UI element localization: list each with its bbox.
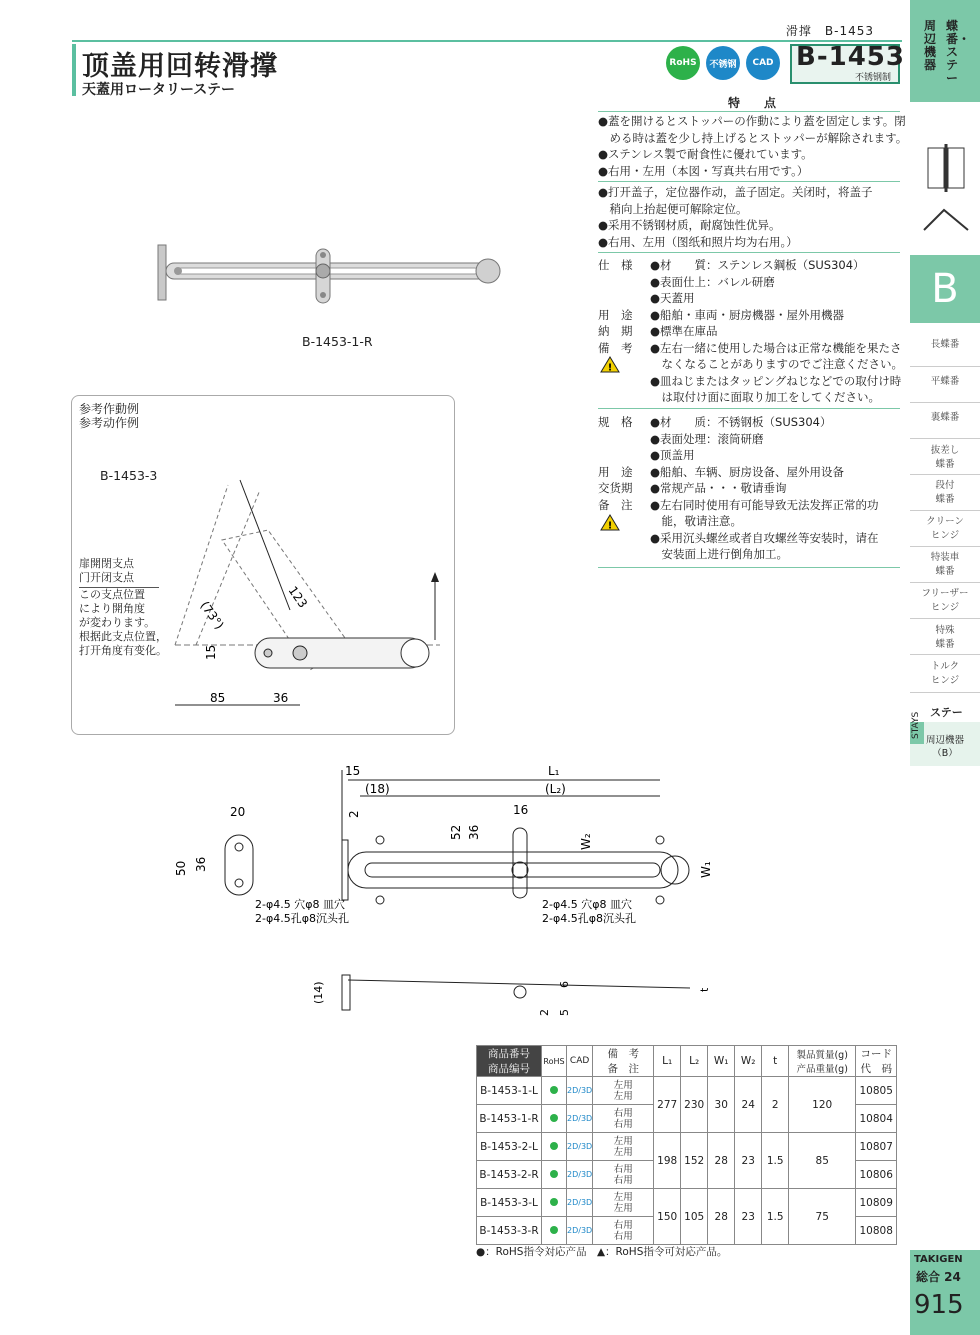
divider xyxy=(598,252,900,253)
cell-note: 右用 右用 xyxy=(593,1105,654,1133)
note-cn: 根据此支点位置， xyxy=(79,630,167,643)
cell-W1: 28 xyxy=(708,1133,735,1189)
col-t: t xyxy=(762,1046,789,1077)
features-jp xyxy=(598,113,908,179)
example-title-jp: 参考作動例 xyxy=(79,402,140,416)
cell-cad: 2D/3D xyxy=(567,1133,593,1161)
side-dim-t: t xyxy=(698,987,711,992)
stays-en-label: STAYS xyxy=(911,711,921,739)
spec-line: は取付け面に面取り加工をしてください。 xyxy=(650,390,880,404)
spec-line: 安装面上进行倒角加工。 xyxy=(650,547,788,561)
feature-line: める時は蓋を少し持上げるとストッパーが解除されます。 xyxy=(598,130,908,145)
divider xyxy=(910,654,980,655)
hole-note-cn-right: 2-φ4.5孔φ8沉头孔 xyxy=(542,912,636,925)
hole-note-jp-left: 2-φ4.5 穴φ8 皿穴 xyxy=(255,898,345,911)
dim-W1: W₁ xyxy=(699,861,713,878)
divider xyxy=(598,408,900,409)
divider xyxy=(910,546,980,547)
dim-73: (73°) xyxy=(197,598,227,632)
sidebar-letter: B xyxy=(910,255,980,323)
rohs-badge xyxy=(666,46,700,80)
col-L1: L₁ xyxy=(654,1046,681,1077)
spec-line: ●船舶・車両・厨房機器・屋外用機器 xyxy=(650,307,845,322)
pivot-label-jp: 扉開閉支点 xyxy=(79,557,134,570)
spec-line: ●材 质：不锈钢板（SUS304） xyxy=(650,415,832,429)
cad-badge xyxy=(746,46,780,80)
feature-line: ●打开盖子，定位器作动，盖子固定。关闭时，将盖子 xyxy=(598,185,873,199)
features-title: 特 点 xyxy=(728,96,783,110)
spec-table xyxy=(476,1045,897,1245)
sidebar-item-peripheral[interactable]: 周辺機器 （B） xyxy=(925,735,964,759)
brand-name: TAKIGEN xyxy=(914,1254,963,1265)
spec-line: 能，敬请注意。 xyxy=(650,514,742,528)
rohs-badge-label: RoHS xyxy=(669,58,697,68)
dim-18: (18) xyxy=(365,782,390,796)
title-divider xyxy=(72,40,902,42)
spec-line: なくなることがありますのでご注意ください。 xyxy=(650,357,903,371)
divider xyxy=(910,366,980,367)
dim-L1: L₁ xyxy=(548,764,560,778)
col-W2: W₂ xyxy=(735,1046,762,1077)
example-notes xyxy=(79,557,167,658)
divider xyxy=(910,582,980,583)
spec-label: 仕 様 xyxy=(598,258,633,272)
sidebar-item-flat-hinge[interactable]: 平蝶番 xyxy=(930,376,960,387)
cell-W2: 24 xyxy=(735,1077,762,1133)
dim-16: 16 xyxy=(513,803,529,817)
divider xyxy=(910,438,980,439)
example-title xyxy=(79,402,139,430)
hole-note-jp-right: 2-φ4.5 穴φ8 皿穴 xyxy=(542,898,632,911)
cell-code: B-1453-2-R xyxy=(477,1161,542,1189)
spec-jp-labels xyxy=(598,257,648,356)
cell-code: B-1453-1-L xyxy=(477,1077,542,1105)
col-cad: CAD xyxy=(567,1046,593,1077)
feature-line: ●ステンレス製で耐食性に優れています。 xyxy=(598,147,813,161)
cell-W2: 23 xyxy=(735,1189,762,1245)
page-number: 915 xyxy=(914,1290,964,1320)
spec-jp-values xyxy=(650,257,908,406)
cell-cad: 2D/3D xyxy=(567,1189,593,1217)
spec-line: ●材 質：ステンレス鋼板（SUS304） xyxy=(650,258,865,272)
cell-mass: 120 xyxy=(789,1077,856,1133)
sidebar-item-long-hinge[interactable]: 長蝶番 xyxy=(930,339,960,350)
breadcrumb: 滑撑 B-1453 xyxy=(785,24,874,38)
cell-note: 左用 左用 xyxy=(593,1189,654,1217)
stays-jp-label: ステー xyxy=(930,706,963,719)
sidebar-subcategory: 蝶番・ステー xyxy=(946,19,971,85)
hinge-icon xyxy=(922,140,972,240)
divider xyxy=(910,474,980,475)
spec-line: ●天蓋用 xyxy=(650,291,695,305)
spec-line: ●左右一緒に使用した場合は正常な機能を果たさ xyxy=(650,340,902,355)
sidebar-item-lift-off-hinge[interactable]: 抜差し 蝶番 xyxy=(930,445,960,470)
cell-id: 10809 xyxy=(856,1189,897,1217)
dim-36b: 36 xyxy=(194,856,208,872)
dim-L2: (L₂) xyxy=(545,782,566,796)
cell-id: 10805 xyxy=(856,1077,897,1105)
cell-W1: 30 xyxy=(708,1077,735,1133)
side-dim-2: 2 xyxy=(538,1009,551,1016)
spec-label: 用 途 xyxy=(598,464,633,479)
feature-line: 稍向上抬起便可解除定位。 xyxy=(598,201,748,216)
spec-label: 備 考 xyxy=(598,340,633,355)
cell-id: 10804 xyxy=(856,1105,897,1133)
model-material: 不锈钢制 xyxy=(855,73,892,83)
pivot-label-cn: 门开闭支点 xyxy=(79,571,134,584)
spec-line: ●顶盖用 xyxy=(650,448,695,462)
rohs-dot-icon xyxy=(542,1217,567,1245)
svg-text:!: ! xyxy=(607,520,613,531)
dim-W2: W₂ xyxy=(579,833,593,850)
cell-L2: 152 xyxy=(681,1133,708,1189)
table-legend: ●：RoHS指令対応产品 ▲：RoHS指令可対応产品。 xyxy=(476,1246,728,1258)
photo-caption: B-1453-1-R xyxy=(302,334,373,349)
cell-mass: 85 xyxy=(789,1133,856,1189)
cell-L2: 230 xyxy=(681,1077,708,1133)
divider xyxy=(598,567,900,568)
divider xyxy=(910,510,980,511)
cell-L1: 277 xyxy=(654,1077,681,1133)
rohs-dot-icon xyxy=(542,1077,567,1105)
dim-123: 123 xyxy=(285,583,311,611)
cell-id: 10806 xyxy=(856,1161,897,1189)
spec-line: ●標準在庫品 xyxy=(650,324,718,338)
spec-label: 納 期 xyxy=(598,324,633,338)
cell-code: B-1453-1-R xyxy=(477,1105,542,1133)
sidebar-item-torque-hinge[interactable]: トルク ヒンジ xyxy=(930,661,960,686)
cell-t: 1.5 xyxy=(762,1133,789,1189)
divider xyxy=(598,181,900,182)
note-jp: この支点位置 xyxy=(79,588,145,601)
spec-line: ●皿ねじまたはタッピングねじなどでの取付け時 xyxy=(650,373,902,388)
sidebar-item-vehicle-hinge[interactable]: 特装車 蝶番 xyxy=(930,552,960,577)
divider xyxy=(910,618,980,619)
sidebar-item-special-hinge[interactable]: 特殊 蝶番 xyxy=(935,625,955,650)
cell-note: 右用 右用 xyxy=(593,1161,654,1189)
feature-line: ●右用、左用（图纸和照片均为右用。） xyxy=(598,234,798,249)
dim-85: 85 xyxy=(210,691,226,705)
dim-15: 15 xyxy=(345,764,361,778)
dim-36: 36 xyxy=(467,824,481,840)
dimension-drawing xyxy=(170,760,730,1040)
dim-20: 20 xyxy=(230,805,246,819)
sidebar-item-clean-hinge[interactable]: クリーン ヒンジ xyxy=(926,516,964,541)
cad-badge-label: CAD xyxy=(752,58,774,68)
col-code: 商品番号 商品编号 xyxy=(477,1046,542,1077)
side-dim-14: (14) xyxy=(312,981,325,1004)
feature-line: ●右用・左用（本図・写真共右用です。） xyxy=(598,163,809,178)
spec-line: ●船舶、车辆、厨房设备、屋外用设备 xyxy=(650,464,845,479)
feature-line: ●蓋を開けるとストッパーの作動により蓋を固定します。閉 xyxy=(598,114,906,128)
cell-note: 左用 左用 xyxy=(593,1133,654,1161)
spec-label: 交货期 xyxy=(598,481,633,495)
stainless-badge-label: 不锈钢 xyxy=(709,59,737,70)
cell-code: B-1453-3-R xyxy=(477,1217,542,1245)
sidebar-category: 周辺機器 xyxy=(924,19,937,72)
dim-15: 15 xyxy=(204,644,218,660)
dim-36: 36 xyxy=(273,691,289,705)
cell-cad: 2D/3D xyxy=(567,1077,593,1105)
example-diagram xyxy=(160,470,450,720)
table-row xyxy=(477,1189,897,1217)
note-jp: が変わります。 xyxy=(79,616,156,629)
spec-line: ●采用沉头螺丝或者自攻螺丝等安装时，请在 xyxy=(650,530,879,545)
example-title-cn: 参考动作例 xyxy=(79,416,140,430)
dim-50: 50 xyxy=(174,860,188,876)
stainless-badge xyxy=(706,46,740,80)
cell-id: 10807 xyxy=(856,1133,897,1161)
cell-id: 10808 xyxy=(856,1217,897,1245)
dim-52: 52 xyxy=(449,824,463,840)
divider xyxy=(910,692,980,693)
cell-W1: 28 xyxy=(708,1189,735,1245)
col-L2: L₂ xyxy=(681,1046,708,1077)
spec-label: 规 格 xyxy=(598,415,633,429)
rohs-dot-icon xyxy=(542,1133,567,1161)
spec-cn-values xyxy=(650,414,908,563)
cell-t: 1.5 xyxy=(762,1189,789,1245)
divider xyxy=(910,402,980,403)
cell-L1: 198 xyxy=(654,1133,681,1189)
cell-note: 左用 左用 xyxy=(593,1077,654,1105)
table-row xyxy=(477,1077,897,1105)
spec-cn-labels xyxy=(598,414,648,513)
col-W1: W₁ xyxy=(708,1046,735,1077)
cell-code: B-1453-2-L xyxy=(477,1133,542,1161)
spec-label: 备 注 xyxy=(598,497,633,512)
note-cn: 打开角度有变化。 xyxy=(79,644,167,657)
rohs-dot-icon xyxy=(542,1189,567,1217)
model-number: B-1453 xyxy=(796,42,905,72)
rohs-dot-icon xyxy=(542,1161,567,1189)
note-jp: により開角度 xyxy=(79,602,145,615)
side-dim-6: 6 xyxy=(558,981,571,988)
feature-line: ●采用不锈钢材质，耐腐蚀性优异。 xyxy=(598,218,781,232)
col-id: コード 代 码 xyxy=(856,1046,897,1077)
spec-line: ●左右同时使用有可能导致无法发挥正常的功 xyxy=(650,497,879,512)
sidebar-item-offset-hinge[interactable]: 段付 蝶番 xyxy=(935,480,955,505)
cell-mass: 75 xyxy=(789,1189,856,1245)
hole-note-cn-left: 2-φ4.5孔φ8沉头孔 xyxy=(255,912,349,925)
page-title: 顶盖用回转滑撑 xyxy=(82,51,278,82)
divider xyxy=(598,111,900,112)
cell-t: 2 xyxy=(762,1077,789,1133)
col-mass: 製品質量(g) 产品重量(g) xyxy=(789,1046,856,1077)
cell-cad: 2D/3D xyxy=(567,1161,593,1189)
spec-label: 用 途 xyxy=(598,307,633,322)
sidebar-item-freezer-hinge[interactable]: フリーザー ヒンジ xyxy=(921,588,969,613)
col-note: 備 考 备 注 xyxy=(593,1046,654,1077)
dim-2: 2 xyxy=(347,810,361,818)
features-cn xyxy=(598,184,908,250)
product-photo xyxy=(150,235,510,315)
svg-text:!: ! xyxy=(607,362,613,373)
warning-icon xyxy=(600,514,620,531)
example-model: B-1453-3 xyxy=(100,468,158,483)
warning-icon xyxy=(600,356,620,373)
rohs-dot-icon xyxy=(542,1105,567,1133)
sidebar-item-back-hinge[interactable]: 裏蝶番 xyxy=(930,412,960,423)
cell-W2: 23 xyxy=(735,1133,762,1189)
cell-note: 右用 右用 xyxy=(593,1217,654,1245)
col-rohs: RoHS xyxy=(542,1046,567,1077)
spec-line: ●表面仕上：バレル研磨 xyxy=(650,274,775,289)
cell-cad: 2D/3D xyxy=(567,1217,593,1245)
sidebar-header xyxy=(910,0,980,102)
side-dim-5: 5 xyxy=(558,1009,571,1016)
catalog-name: 総合 24 xyxy=(916,1270,961,1284)
cell-L1: 150 xyxy=(654,1189,681,1245)
title-marker xyxy=(72,44,76,96)
cell-cad: 2D/3D xyxy=(567,1105,593,1133)
cell-L2: 105 xyxy=(681,1189,708,1245)
page-subtitle: 天蓋用ロータリーステー xyxy=(82,82,236,98)
spec-line: ●表面处理：滚筒研磨 xyxy=(650,431,764,446)
cell-code: B-1453-3-L xyxy=(477,1189,542,1217)
table-row xyxy=(477,1133,897,1161)
spec-line: ●常规产品・・・敬请垂询 xyxy=(650,481,787,495)
